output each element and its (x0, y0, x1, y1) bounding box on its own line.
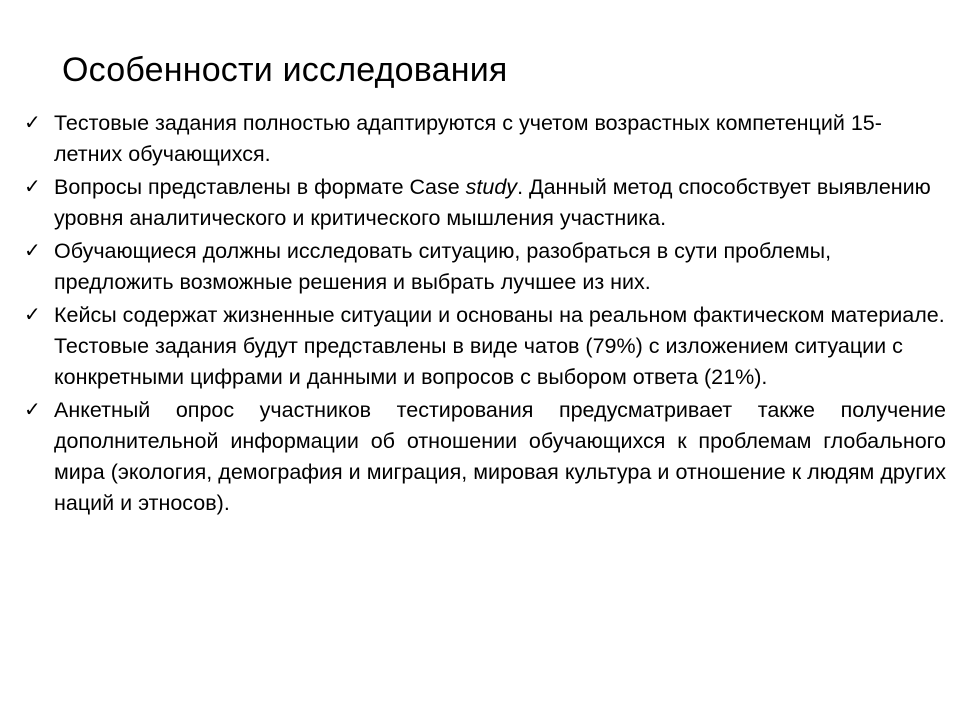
bullet-text: Анкетный опрос участников тестирования предусматривает также получение дополнительной информации об отношении обучающихся к проблемам глобального мира (экология, демография и миграция, мировая культура и отношение к людям других наций и этносов). (54, 398, 946, 515)
bullet-text: Обучающиеся должны исследовать ситуацию, разобраться в сути проблемы, предложить возможные решения и выбрать лучшее из них. (54, 239, 832, 294)
bullet-questionnaire-survey (16, 395, 946, 519)
bullet-text-part-before: Вопросы представлены в формате Case (54, 175, 466, 199)
bullet-cases-real-material (16, 300, 946, 393)
bullet-text (54, 172, 946, 234)
bullet-test-tasks-adapted (16, 108, 946, 170)
bullet-students-investigate (16, 236, 946, 298)
page-title: Особенности исследования (62, 50, 508, 89)
bullet-list (16, 108, 946, 521)
checkmark-icon: ✓ (24, 240, 41, 262)
bullet-text-part-after: . Данный метод способствует выявлению уровня аналитического и критического мышления участника. (54, 175, 931, 230)
checkmark-icon: ✓ (24, 112, 41, 134)
checkmark-icon: ✓ (24, 176, 41, 198)
checkmark-icon: ✓ (24, 399, 41, 421)
bullet-text: Тестовые задания полностью адаптируются с учетом возрастных компетенций 15-летних обучающихся. (54, 111, 882, 166)
bullet-text: Кейсы содержат жизненные ситуации и основаны на реальном фактическом материале. Тестовые задания будут представлены в виде чатов (79%) с изложением ситуации с конкретными цифрами и данными и вопросов с выбором ответа (21%). (54, 303, 945, 389)
bullet-text-italic: study (465, 175, 518, 199)
checkmark-icon: ✓ (24, 304, 41, 326)
bullet-case-study-format (16, 172, 946, 234)
